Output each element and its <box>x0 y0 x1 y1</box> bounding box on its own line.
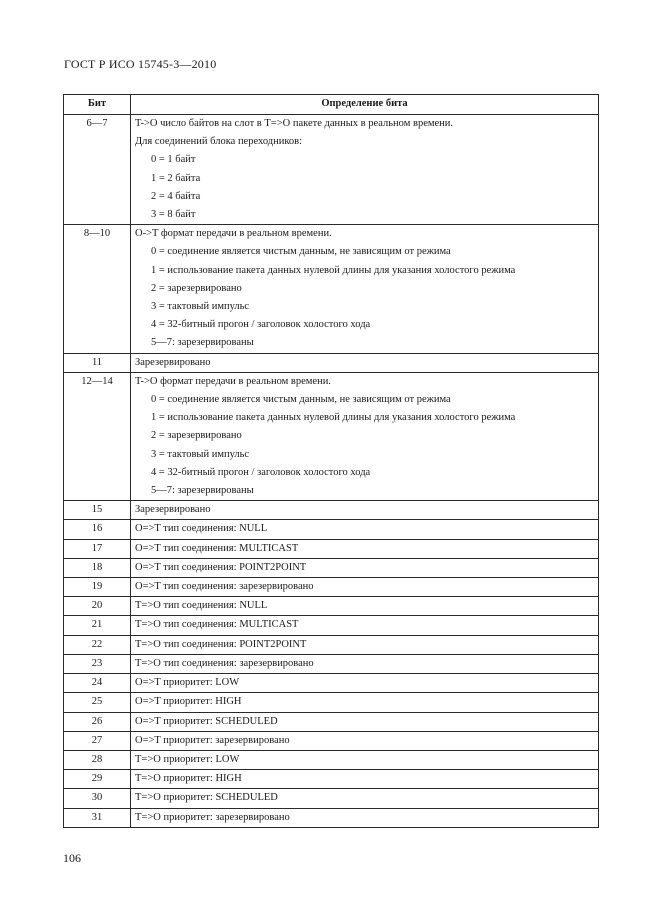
table-row <box>64 808 599 827</box>
definition-line: T=>O тип соединения: NULL <box>135 600 268 612</box>
definition-line: O=>T тип соединения: POINT2POINT <box>135 561 307 573</box>
table-row <box>64 693 599 712</box>
table-row <box>64 674 599 693</box>
definition-line: O->T формат передачи в реальном времени. <box>135 228 332 240</box>
definition-cell <box>131 616 599 635</box>
definition-line: O=>T тип соединения: MULTICAST <box>135 542 299 554</box>
definition-cell <box>131 712 599 731</box>
definition-line: 3 = тактовый импульс <box>151 301 250 313</box>
definition-line: 0 = соединение является чистым данным, не зависящим от режима <box>151 394 451 406</box>
table-row <box>64 578 599 597</box>
definition-line: 2 = 4 байта <box>151 190 201 202</box>
definition-line: 5—7: зарезервированы <box>151 337 254 349</box>
definition-cell <box>131 501 599 520</box>
bit-cell: 25 <box>64 693 131 712</box>
table-row <box>64 520 599 539</box>
definition-line: 3 = 8 байт <box>151 209 196 221</box>
bit-cell: 31 <box>64 808 131 827</box>
definition-line: T=>O приоритет: LOW <box>135 753 240 765</box>
table-row <box>64 654 599 673</box>
definition-cell <box>131 635 599 654</box>
definition-line: T=>O приоритет: зарезервировано <box>135 811 290 823</box>
bit-cell: 29 <box>64 770 131 789</box>
table-row <box>64 597 599 616</box>
table-row <box>64 616 599 635</box>
table-row <box>64 558 599 577</box>
bit-cell: 21 <box>64 616 131 635</box>
definition-line: 3 = тактовый импульс <box>151 448 250 460</box>
definition-line: T->O число байтов на слот в T=>O пакете данных в реальном времени. <box>135 118 454 129</box>
bit-cell: 16 <box>64 520 131 539</box>
definition-line: 5—7: зарезервированы <box>151 485 254 497</box>
table-row <box>64 770 599 789</box>
bit-cell: 30 <box>64 789 131 808</box>
definition-cell <box>131 770 599 789</box>
definition-line: 4 = 32-битный прогон / заголовок холостого хода <box>151 319 371 331</box>
bit-cell: 28 <box>64 750 131 769</box>
definition-line: 2 = зарезервировано <box>151 282 242 294</box>
table-row <box>64 731 599 750</box>
page-number: 106 <box>63 851 81 865</box>
definition-cell <box>131 225 599 353</box>
definition-line: T=>O приоритет: SCHEDULED <box>135 792 278 804</box>
table-row <box>64 225 599 353</box>
table-header-row <box>64 95 599 115</box>
definition-cell <box>131 578 599 597</box>
bit-cell: 27 <box>64 731 131 750</box>
definition-cell <box>131 674 599 693</box>
bit-cell: 18 <box>64 558 131 577</box>
definition-line: O=>T тип соединения: зарезервировано <box>135 581 314 593</box>
definition-line: T=>O приоритет: HIGH <box>135 773 242 785</box>
definition-line: 0 = соединение является чистым данным, не зависящим от режима <box>151 246 451 258</box>
bit-cell: 17 <box>64 539 131 558</box>
column-header-definition: Определение бита <box>131 95 599 115</box>
definition-line: 1 = использование пакета данных нулевой длины для указания холостого режима <box>151 264 516 276</box>
bit-cell: 19 <box>64 578 131 597</box>
definition-line: 0 = 1 байт <box>151 154 196 166</box>
definition-line: T=>O тип соединения: POINT2POINT <box>135 638 307 650</box>
definition-line: 4 = 32-битный прогон / заголовок холостого хода <box>151 466 371 478</box>
bit-cell: 24 <box>64 674 131 693</box>
definition-cell <box>131 372 599 500</box>
definition-line: O=>T приоритет: SCHEDULED <box>135 715 278 727</box>
table-row <box>64 712 599 731</box>
table-row <box>64 353 599 372</box>
definition-cell <box>131 654 599 673</box>
definition-cell <box>131 539 599 558</box>
bit-cell: 12—14 <box>64 372 131 500</box>
table-body <box>64 115 599 828</box>
definition-line: O=>T приоритет: зарезервировано <box>135 734 290 746</box>
definition-cell <box>131 731 599 750</box>
bit-cell: 15 <box>64 501 131 520</box>
bit-cell: 26 <box>64 712 131 731</box>
column-header-bit: Бит <box>64 95 131 115</box>
document-header: ГОСТ Р ИСО 15745-3—2010 <box>64 57 217 71</box>
table-row <box>64 789 599 808</box>
bit-cell: 8—10 <box>64 225 131 353</box>
definition-line: 2 = зарезервировано <box>151 430 242 442</box>
bit-cell: 20 <box>64 597 131 616</box>
definition-cell <box>131 597 599 616</box>
definition-line: O=>T тип соединения: NULL <box>135 523 268 535</box>
bit-definition-table <box>63 94 599 828</box>
definition-cell <box>131 353 599 372</box>
table-row <box>64 750 599 769</box>
definition-cell <box>131 115 599 225</box>
definition-line: Зарезервировано <box>135 504 211 516</box>
definition-cell <box>131 750 599 769</box>
definition-line: O=>T приоритет: LOW <box>135 677 240 689</box>
definition-line: Для соединений блока переходников: <box>135 136 303 148</box>
definition-line: T=>O тип соединения: MULTICAST <box>135 619 299 631</box>
definition-cell <box>131 789 599 808</box>
definition-cell <box>131 693 599 712</box>
table-row <box>64 372 599 500</box>
table-row <box>64 539 599 558</box>
definition-line: 1 = 2 байта <box>151 172 201 184</box>
table-row <box>64 115 599 225</box>
definition-cell <box>131 808 599 827</box>
definition-cell <box>131 558 599 577</box>
definition-cell <box>131 520 599 539</box>
definition-line: T=>O тип соединения: зарезервировано <box>135 657 314 669</box>
definition-line: Зарезервировано <box>135 356 211 368</box>
bit-cell: 22 <box>64 635 131 654</box>
bit-cell: 23 <box>64 654 131 673</box>
bit-cell: 6—7 <box>64 115 131 225</box>
table-row <box>64 501 599 520</box>
table-row <box>64 635 599 654</box>
bit-cell: 11 <box>64 353 131 372</box>
definition-line: T->O формат передачи в реальном времени. <box>135 375 331 387</box>
definition-line: O=>T приоритет: HIGH <box>135 696 242 708</box>
definition-line: 1 = использование пакета данных нулевой длины для указания холостого режима <box>151 412 516 424</box>
